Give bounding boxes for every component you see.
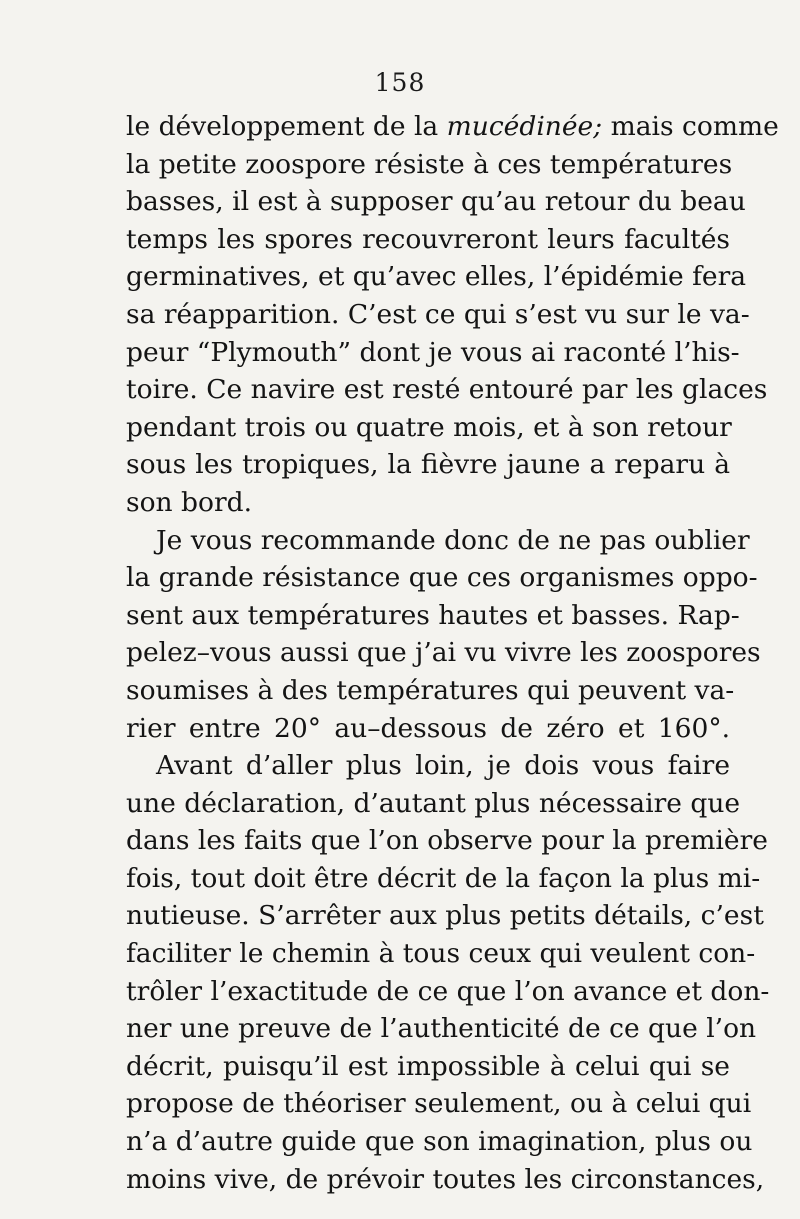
text-line-13: la grande résistance que ces organismes oppo- — [126, 562, 758, 594]
text-line-18: Avant d’aller plus loin, je dois vous faire — [156, 750, 730, 782]
text-line-12: Je vous recommande donc de ne pas oublier — [156, 524, 750, 556]
text-line-19: une déclaration, d’autant plus nécessaire que — [126, 787, 741, 819]
text-line-29: moins vive, de prévoir toutes les circonstances, — [126, 1163, 765, 1195]
text-line-26: décrit, puisqu’il est impossible à celui qui se — [126, 1050, 730, 1082]
text-line-17: rier entre 20° au–dessous de zéro et 160°. — [126, 712, 730, 744]
text-line-16: soumises à des températures qui peuvent va- — [126, 674, 735, 706]
italic-word: mucédinée; — [446, 111, 603, 142]
text-line-20: dans les faits que l’on observe pour la première — [126, 825, 768, 857]
text-line-1-start: le développement de la — [126, 111, 447, 142]
page-number: 158 — [374, 68, 426, 97]
text-line-1 — [126, 108, 779, 146]
text-line-1-end: mais comme — [602, 111, 779, 142]
text-line-11: son bord. — [126, 486, 253, 518]
body-text — [126, 108, 779, 1198]
text-line-14: sent aux températures hautes et basses. Rap- — [126, 599, 740, 631]
text-line-10: sous les tropiques, la fièvre jaune a reparu à — [126, 449, 730, 481]
text-line-4: temps les spores recouvreront leurs facultés — [126, 223, 730, 255]
text-line-23: faciliter le chemin à tous ceux qui veulent con- — [126, 938, 756, 970]
text-line-3: basses, il est à supposer qu’au retour du beau — [126, 186, 746, 218]
text-line-25: ner une preuve de l’authenticité de ce que l’on — [126, 1013, 757, 1045]
text-line-28: n’a d’autre guide que son imagination, plus ou — [126, 1126, 753, 1158]
text-line-21: fois, tout doit être décrit de la façon la plus mi- — [126, 862, 761, 894]
text-line-2: la petite zoospore résiste à ces températures — [126, 148, 733, 180]
text-line-7: peur “Plymouth” dont je vous ai raconté l’his- — [126, 336, 740, 368]
text-line-5: germinatives, et qu’avec elles, l’épidémie fera — [126, 261, 747, 293]
text-line-27: propose de théoriser seulement, ou à celui qui — [126, 1088, 752, 1120]
text-line-9: pendant trois ou quatre mois, et à son retour — [126, 411, 732, 443]
text-line-8: toire. Ce navire est resté entouré par les glaces — [126, 374, 768, 406]
text-line-24: trôler l’exactitude de ce que l’on avance et don- — [126, 975, 770, 1007]
text-line-22: nutieuse. S’arrêter aux plus petits détails, c’est — [126, 900, 764, 932]
text-line-15: pelez–vous aussi que j’ai vu vivre les zoospores — [126, 637, 761, 669]
text-line-6: sa réapparition. C’est ce qui s’est vu sur le va- — [126, 298, 750, 330]
